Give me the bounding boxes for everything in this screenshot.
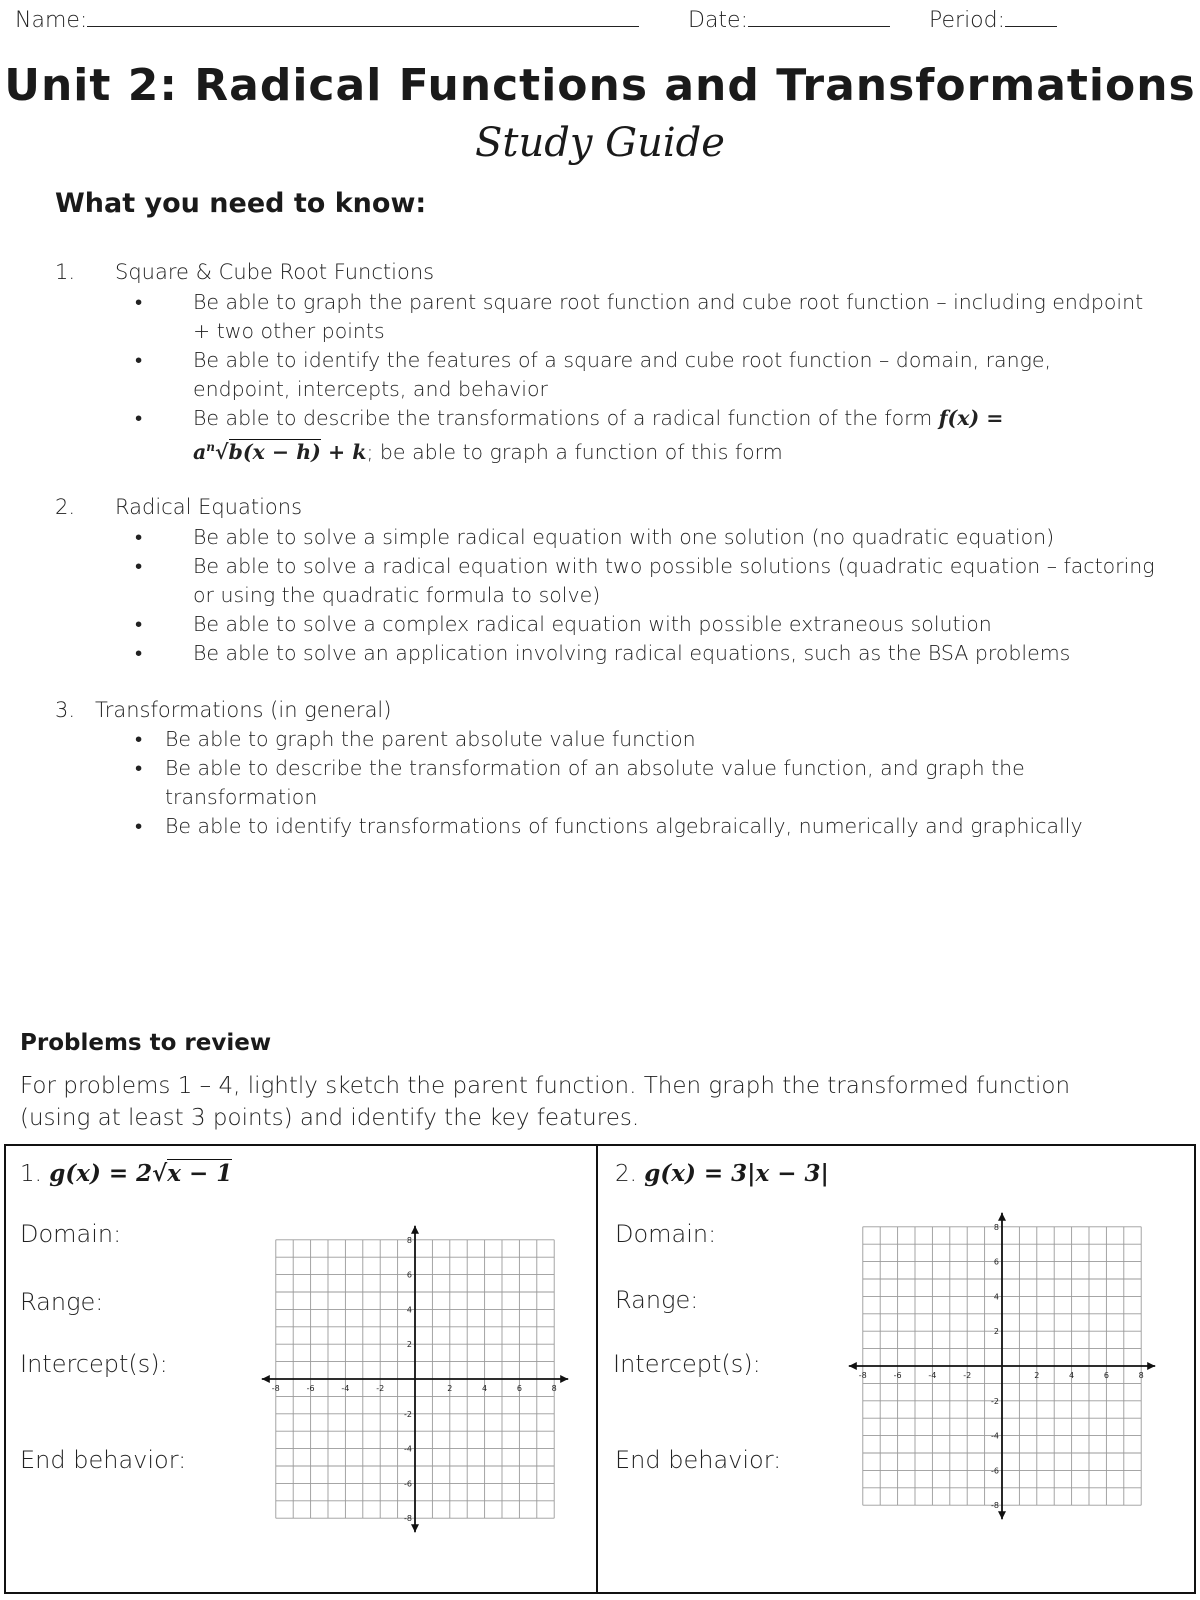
- list-item: • Be able to solve a simple radical equation with one solution (no quadratic equation): [193, 523, 1168, 552]
- page-title: Unit 2: Radical Functions and Transformations: [4, 60, 1196, 111]
- y-tick-label: -8: [991, 1501, 999, 1511]
- x-tick-label: -6: [306, 1384, 315, 1393]
- y-tick-label: -2: [404, 1409, 412, 1419]
- problems-heading: Problems to review: [20, 1030, 272, 1056]
- x-tick-label: -8: [858, 1371, 867, 1380]
- formula-tail: ; be able to graph a function of this form: [366, 439, 783, 464]
- radical-sign: √: [152, 1160, 168, 1187]
- formula-lhs: f(x) =: [938, 406, 1004, 430]
- y-axis-arrow-down: [998, 1511, 1006, 1519]
- section-3-number: 3.: [55, 698, 76, 722]
- formula-index: n: [206, 440, 216, 454]
- coordinate-grid-2[interactable]: [842, 1205, 1162, 1527]
- y-tick-label: 2: [993, 1327, 999, 1337]
- list-item: [193, 404, 1153, 467]
- x-tick-label: 4: [482, 1384, 488, 1393]
- list-item: • Be able to identify the features of a square and cube root function – domain, range, endpoint, intercepts, and behavior: [193, 346, 1153, 404]
- x-tick-label: -2: [963, 1371, 972, 1380]
- section-1-title: Square & Cube Root Functions: [115, 260, 435, 284]
- problem-1-range-label: Range:: [20, 1288, 104, 1316]
- x-tick-label: -4: [928, 1371, 937, 1380]
- problem-1-radicand: x − 1: [167, 1160, 233, 1187]
- y-tick-label: 6: [406, 1270, 412, 1280]
- problem-2-number: 2.: [615, 1161, 637, 1187]
- problem-1-intercepts-label: Intercept(s):: [20, 1350, 168, 1378]
- x-tick-label: -8: [271, 1384, 280, 1393]
- x-axis-arrow-right: [1147, 1362, 1155, 1370]
- radical-sign: √: [215, 439, 229, 464]
- problem-2-range-label: Range:: [615, 1286, 699, 1314]
- y-tick-label: -6: [404, 1479, 412, 1489]
- section-2-number: 2.: [55, 495, 76, 519]
- list-item-text: Be able to describe the transformations of a radical function of the form: [193, 406, 933, 430]
- y-axis-arrow-up: [998, 1213, 1006, 1221]
- list-item: • Be able to solve a radical equation with two possible solutions (quadratic equation – factoring or using the quadratic formula to solve): [193, 552, 1168, 610]
- x-axis-arrow-right: [560, 1375, 568, 1383]
- problem-2-equation: [615, 1160, 829, 1187]
- y-tick-label: -4: [404, 1444, 412, 1454]
- problem-2-domain-label: Domain:: [615, 1220, 717, 1248]
- period-blank[interactable]: [1005, 8, 1057, 27]
- x-tick-label: 6: [516, 1384, 522, 1393]
- y-tick-label: 6: [993, 1257, 999, 1267]
- y-axis-arrow-up: [411, 1226, 419, 1234]
- x-axis-arrow-left: [262, 1375, 270, 1383]
- y-tick-label: -8: [404, 1514, 412, 1524]
- problem-2-end-behavior-label: End behavior:: [615, 1446, 782, 1474]
- page-subtitle: Study Guide: [475, 120, 725, 166]
- section-3-title: Transformations (in general): [95, 698, 392, 722]
- know-heading: What you need to know:: [55, 188, 427, 219]
- problem-1-equation: [20, 1160, 232, 1187]
- problems-instructions: For problems 1 – 4, lightly sketch the parent function. Then graph the transformed function (using at least 3 points) and identify the key features.: [20, 1073, 1071, 1131]
- problem-2-intercepts-label: Intercept(s):: [613, 1350, 761, 1378]
- y-tick-label: -6: [991, 1466, 999, 1476]
- y-axis-arrow-down: [411, 1524, 419, 1532]
- problem-1-domain-label: Domain:: [20, 1220, 122, 1248]
- x-tick-label: 4: [1069, 1371, 1075, 1380]
- section-1-list: [193, 288, 1153, 467]
- name-label: Name:: [15, 8, 88, 33]
- y-tick-label: 2: [406, 1340, 412, 1350]
- problem-2-eq: g(x) = 3|x − 3|: [644, 1160, 829, 1187]
- date-blank[interactable]: [748, 8, 890, 27]
- y-tick-label: 4: [406, 1305, 412, 1315]
- date-label: Date:: [688, 8, 748, 33]
- name-blank[interactable]: [87, 8, 639, 27]
- period-label: Period:: [929, 8, 1006, 33]
- section-1-number: 1.: [55, 260, 76, 284]
- x-tick-label: 8: [1138, 1371, 1144, 1380]
- problem-1-number: 1.: [20, 1161, 42, 1187]
- list-item: • Be able to identify transformations of functions algebraically, numerically and graphically: [165, 812, 1125, 841]
- y-tick-label: 8: [993, 1222, 999, 1232]
- list-item: • Be able to describe the transformation of an absolute value function, and graph the transformation: [165, 754, 1125, 812]
- x-axis-arrow-left: [849, 1362, 857, 1370]
- y-tick-label: 8: [406, 1235, 412, 1245]
- section-2-title: Radical Equations: [115, 495, 303, 519]
- problems-divider: [596, 1144, 598, 1594]
- list-item: • Be able to solve a complex radical equation with possible extraneous solution: [193, 610, 1168, 639]
- problem-1-eq-prefix: g(x) = 2: [49, 1160, 153, 1187]
- x-tick-label: -6: [893, 1371, 902, 1380]
- section-3-list: [165, 725, 1125, 841]
- coordinate-grid-1[interactable]: [255, 1218, 575, 1540]
- list-item: • Be able to graph the parent square root function and cube root function – including endpoint + two other points: [193, 288, 1153, 346]
- y-tick-label: -4: [991, 1431, 999, 1441]
- y-tick-label: 4: [993, 1292, 999, 1302]
- list-item: • Be able to solve an application involving radical equations, such as the BSA problems: [193, 639, 1168, 668]
- x-tick-label: 6: [1103, 1371, 1109, 1380]
- formula-rhs: [193, 440, 367, 464]
- x-tick-label: 2: [447, 1384, 453, 1393]
- section-2-list: [193, 523, 1168, 668]
- formula-a: a: [193, 439, 207, 464]
- period-field[interactable]: [929, 8, 1057, 33]
- date-field[interactable]: [688, 8, 890, 33]
- x-tick-label: -4: [341, 1384, 350, 1393]
- y-tick-label: -2: [991, 1396, 999, 1406]
- name-field[interactable]: [15, 8, 639, 33]
- formula-radicand: b(x − h): [228, 439, 321, 464]
- formula-k: + k: [327, 439, 367, 464]
- problem-1-end-behavior-label: End behavior:: [20, 1446, 187, 1474]
- x-tick-label: -2: [376, 1384, 385, 1393]
- list-item: • Be able to graph the parent absolute value function: [165, 725, 1125, 754]
- x-tick-label: 2: [1034, 1371, 1040, 1380]
- x-tick-label: 8: [551, 1384, 557, 1393]
